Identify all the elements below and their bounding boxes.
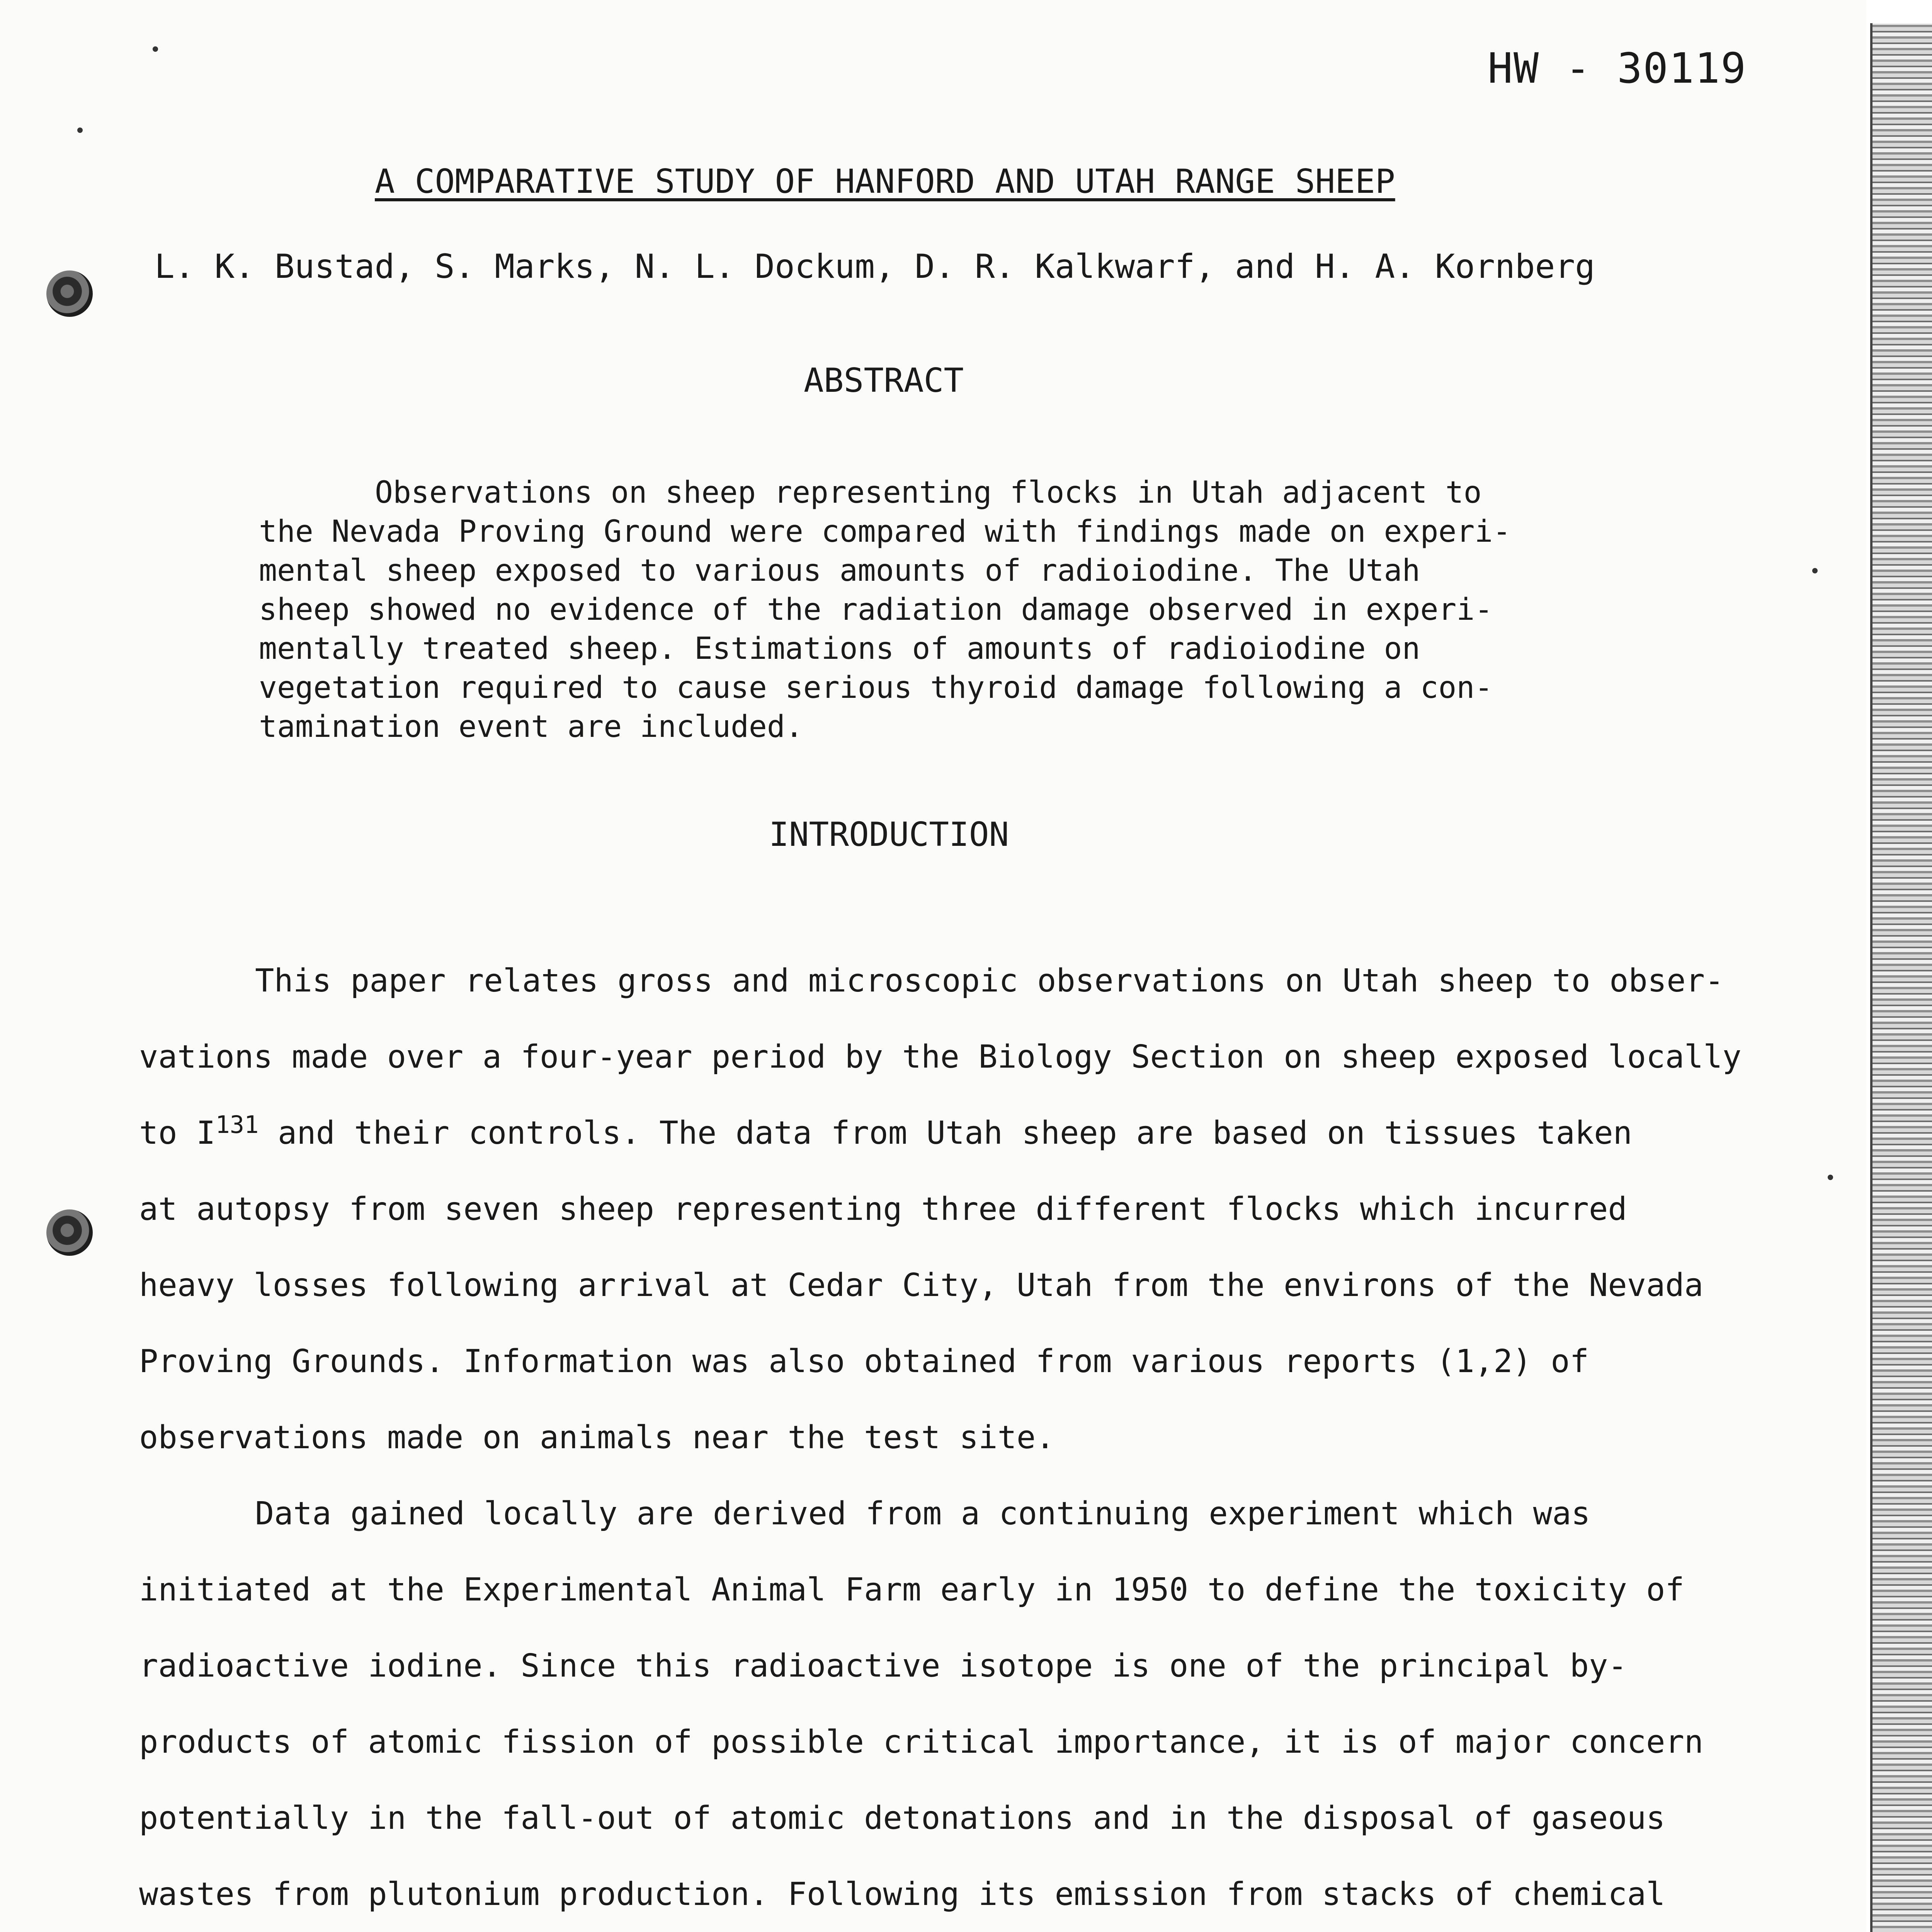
abstract-line: mentally treated sheep. Estimations of amounts of radioiodine on (259, 631, 1420, 666)
scan-edge-right (1870, 23, 1932, 1932)
body-line: products of atomic fission of possible critical importance, it is of major concern (139, 1724, 1704, 1760)
abstract-line: sheep showed no evidence of the radiation damage observed in experi- (259, 592, 1493, 627)
abstract-heading: ABSTRACT (804, 361, 964, 400)
isotope-mass: 131 (215, 1111, 259, 1139)
abstract-line: the Nevada Proving Ground were compared with findings made on experi- (259, 514, 1511, 549)
page-title: A COMPARATIVE STUDY OF HANFORD AND UTAH RANGE SHEEP (375, 162, 1395, 201)
body-line: initiated at the Experimental Animal Farm early in 1950 to define the toxicity of (139, 1571, 1684, 1608)
body-line-text: and their controls. The data from Utah sheep are based on tissues taken (277, 1115, 1632, 1151)
authors: L. K. Bustad, S. Marks, N. L. Dockum, D. R. Kalkwarf, and H. A. Kornberg (155, 247, 1595, 286)
abstract-line: tamination event are included. (259, 709, 803, 744)
speck (1828, 1175, 1833, 1180)
speck (153, 46, 158, 52)
body-line: observations made on animals near the test site. (139, 1419, 1055, 1456)
body-line: at autopsy from seven sheep representing three different flocks which incurred (139, 1191, 1627, 1228)
body-line: radioactive iodine. Since this radioactive isotope is one of the principal by- (139, 1648, 1627, 1684)
speck (1812, 568, 1818, 573)
isotope-prefix: to I (139, 1115, 216, 1151)
body-line: Proving Grounds. Information was also obtained from various reports (1,2) of (139, 1343, 1589, 1380)
body-line: wastes from plutonium production. Following its emission from stacks of chemical (139, 1876, 1665, 1913)
abstract-line: mental sheep exposed to various amounts of radioiodine. The Utah (259, 553, 1420, 588)
body-line: potentially in the fall-out of atomic detonations and in the disposal of gaseous (139, 1800, 1665, 1837)
body-line: vations made over a four-year period by the Biology Section on sheep exposed locally (139, 1039, 1742, 1075)
body-line: This paper relates gross and microscopic observations on Utah sheep to obser- (255, 963, 1724, 999)
body-line: heavy losses following arrival at Cedar City, Utah from the environs of the Nevada (139, 1267, 1704, 1304)
abstract-line: Observations on sheep representing flocks in Utah adjacent to (375, 475, 1482, 510)
punch-hole-icon (46, 270, 93, 317)
abstract-body (259, 473, 1650, 747)
punch-hole-icon (46, 1209, 93, 1256)
document-number: HW - 30119 (1488, 44, 1747, 93)
body-line (139, 1095, 1801, 1171)
introduction-body (139, 943, 1801, 1932)
speck (77, 128, 83, 133)
body-line: Data gained locally are derived from a continuing experiment which was (255, 1495, 1590, 1532)
introduction-heading: INTRODUCTION (769, 815, 1009, 854)
abstract-line: vegetation required to cause serious thyroid damage following a con- (259, 670, 1493, 705)
